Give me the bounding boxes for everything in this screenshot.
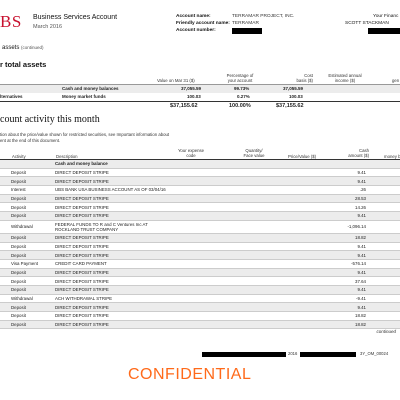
asset-category: lternatives bbox=[0, 94, 23, 99]
col-cost-header: Cost basis ($) bbox=[296, 73, 313, 83]
table-row bbox=[0, 186, 400, 195]
activity-description: DIRECT DEPOSIT STRIPE bbox=[54, 194, 174, 203]
activity-type: Deposit bbox=[10, 168, 54, 177]
activity-type: Interest bbox=[10, 186, 54, 195]
account-name-label: Account name: bbox=[176, 14, 211, 19]
advisor-redaction bbox=[368, 28, 400, 34]
cash-amount: -9.41 bbox=[330, 294, 368, 303]
activity-description: DIRECT DEPOSIT STRIPE bbox=[54, 303, 174, 312]
col-activity-header: Activity bbox=[12, 154, 26, 159]
activity-description: DIRECT DEPOSIT STRIPE bbox=[54, 203, 174, 212]
col-price-header: Price/Value ($) bbox=[288, 154, 317, 159]
col-income-header: Estimated annual income ($) bbox=[328, 73, 362, 83]
assets-total-rule bbox=[0, 101, 400, 102]
cash-amount: 9.41 bbox=[330, 242, 368, 251]
assets-row-cash bbox=[0, 85, 400, 93]
table-row bbox=[0, 294, 400, 303]
table-row bbox=[0, 312, 400, 321]
assets-section-title bbox=[2, 45, 44, 51]
cash-amount: 28.53 bbox=[330, 194, 368, 203]
assets-row-mmf bbox=[0, 93, 400, 101]
activity-note-line1: tion about the price/value shown for restricted securities, see Important information about bbox=[0, 132, 170, 137]
asset-value: 100.03 bbox=[187, 94, 201, 99]
activity-description: DIRECT DEPOSIT STRIPE bbox=[54, 212, 174, 221]
assets-total-cost: $37,155.62 bbox=[276, 103, 304, 109]
total-assets-heading: r total assets bbox=[0, 60, 47, 69]
cash-amount: 18.82 bbox=[330, 312, 368, 321]
statement-date: March 2016 bbox=[33, 24, 63, 30]
activity-description: DIRECT DEPOSIT STRIPE bbox=[54, 177, 174, 186]
activity-type: Deposit bbox=[10, 233, 54, 242]
description-line2: ROCKLAND TRUST COMPANY bbox=[55, 226, 119, 232]
cash-amount: 14.26 bbox=[330, 203, 368, 212]
activity-table bbox=[0, 160, 400, 329]
cash-amount: 9.41 bbox=[330, 251, 368, 260]
account-number-label: Account number: bbox=[176, 28, 216, 33]
table-row bbox=[0, 303, 400, 312]
table-row bbox=[0, 277, 400, 286]
statement-title: Business Services Account bbox=[33, 14, 118, 21]
activity-description bbox=[54, 220, 174, 233]
activity-description: ACH WITHDRAWAL STRIPE bbox=[54, 294, 174, 303]
cash-section-row bbox=[0, 160, 400, 168]
cash-amount: 37.64 bbox=[330, 277, 368, 286]
asset-pct: 99.73% bbox=[234, 86, 250, 91]
account-number-redaction bbox=[232, 28, 262, 34]
col-money-header: money b bbox=[384, 154, 400, 159]
activity-description: DIRECT DEPOSIT STRIPE bbox=[54, 233, 174, 242]
activity-type: Visa Payment bbox=[10, 259, 54, 268]
friendly-name-label: Friendly account name: bbox=[176, 21, 230, 26]
assets-total-pct: 100.00% bbox=[229, 103, 251, 109]
activity-description: DIRECT DEPOSIT STRIPE bbox=[54, 242, 174, 251]
assets-continued-note: (continued) bbox=[21, 45, 44, 50]
assets-total-value: $37,155.62 bbox=[170, 103, 198, 109]
activity-description: DIRECT DEPOSIT STRIPE bbox=[54, 268, 174, 277]
col-description-header: Description bbox=[56, 154, 78, 159]
activity-type: Deposit bbox=[10, 177, 54, 186]
activity-description: DIRECT DEPOSIT STRIPE bbox=[54, 312, 174, 321]
asset-cost: 37,055.59 bbox=[283, 86, 304, 91]
table-row bbox=[0, 177, 400, 186]
col-amount-header: Cash amount ($) bbox=[348, 148, 369, 158]
section-label: Cash and money balance bbox=[54, 160, 174, 168]
description-line1: FEDERAL FUNDS TO R and C Ventures Inc AT bbox=[55, 221, 148, 227]
table-row bbox=[0, 320, 400, 329]
cash-amount: 9.41 bbox=[330, 212, 368, 221]
asset-name: Money market funds bbox=[62, 94, 106, 99]
table-row bbox=[0, 259, 400, 268]
friendly-name-value: TERRAMAR bbox=[232, 21, 259, 26]
col-qty-header: Quantity/ Face value bbox=[243, 148, 265, 158]
col-expense-header: Your expense code bbox=[177, 148, 205, 158]
cash-amount: 9.41 bbox=[330, 303, 368, 312]
activity-type: Withdrawal bbox=[10, 294, 54, 303]
activity-type: Deposit bbox=[10, 312, 54, 321]
asset-name: Cash and money balances bbox=[62, 86, 119, 91]
footer-redaction-1 bbox=[202, 352, 286, 357]
col-gen-header: gen bbox=[392, 78, 400, 83]
col-value-header: Value on Mar 31 ($) bbox=[157, 78, 195, 83]
activity-type: Deposit bbox=[10, 285, 54, 294]
cash-amount: 9.41 bbox=[330, 168, 368, 177]
cash-amount: -1,096.14 bbox=[330, 220, 368, 233]
activity-description: DIRECT DEPOSIT STRIPE bbox=[54, 277, 174, 286]
table-row bbox=[0, 194, 400, 203]
cash-amount: .26 bbox=[330, 186, 368, 195]
asset-pct: 0.27% bbox=[237, 94, 250, 99]
activity-type: Withdrawal bbox=[10, 220, 54, 233]
activity-type: Deposit bbox=[10, 194, 54, 203]
activity-type: Deposit bbox=[10, 212, 54, 221]
cash-amount: 9.41 bbox=[330, 285, 368, 294]
activity-description: DIRECT DEPOSIT STRIPE bbox=[54, 251, 174, 260]
footer-code: 3Y_OM_00024 bbox=[360, 351, 389, 356]
activity-note-line2: ent at the end of this document. bbox=[0, 138, 61, 143]
activity-description: DIRECT DEPOSIT STRIPE bbox=[54, 320, 174, 329]
cash-amount: 9.41 bbox=[330, 268, 368, 277]
activity-type: Deposit bbox=[10, 251, 54, 260]
activity-type: Deposit bbox=[10, 320, 54, 329]
activity-description: DIRECT DEPOSIT STRIPE bbox=[54, 285, 174, 294]
table-row bbox=[0, 233, 400, 242]
table-row bbox=[0, 168, 400, 177]
table-row bbox=[0, 251, 400, 260]
footer-redaction-2 bbox=[300, 352, 356, 357]
cash-amount: 9.41 bbox=[330, 177, 368, 186]
asset-cost: 100.03 bbox=[289, 94, 303, 99]
account-name-value: TERRAMAR PROJECT, INC. bbox=[232, 14, 295, 19]
activity-description: UBS BANK USA BUSINESS ACCOUNT AS OF 03/04/16 bbox=[54, 186, 174, 195]
advisor-title: Your Financ bbox=[373, 14, 399, 19]
activity-type: Deposit bbox=[10, 242, 54, 251]
table-row bbox=[0, 242, 400, 251]
assets-title-text: assets bbox=[2, 45, 20, 51]
activity-description: CREDIT CARD PAYMENT bbox=[54, 259, 174, 268]
cash-amount: 18.82 bbox=[330, 233, 368, 242]
activity-heading: count activity this month bbox=[0, 114, 100, 125]
advisor-name: SCOTT STACKMAN bbox=[345, 21, 389, 26]
asset-value: 37,055.59 bbox=[181, 86, 202, 91]
table-row bbox=[0, 212, 400, 221]
activity-type: Deposit bbox=[10, 268, 54, 277]
col-pct-header: Percentage of your account bbox=[226, 73, 254, 83]
cash-amount: 18.82 bbox=[330, 320, 368, 329]
confidential-stamp: CONFIDENTIAL bbox=[128, 366, 252, 383]
continued-label: continued bbox=[376, 329, 396, 334]
activity-description: DIRECT DEPOSIT STRIPE bbox=[54, 168, 174, 177]
table-row bbox=[0, 285, 400, 294]
ubs-logo: BS bbox=[0, 12, 22, 31]
table-row bbox=[0, 268, 400, 277]
table-row bbox=[0, 220, 400, 233]
activity-type: Deposit bbox=[10, 303, 54, 312]
cash-amount: -576.14 bbox=[330, 259, 368, 268]
activity-type: Deposit bbox=[10, 277, 54, 286]
footer-fragment: 2016 bbox=[288, 351, 298, 356]
activity-type: Deposit bbox=[10, 203, 54, 212]
table-row bbox=[0, 203, 400, 212]
